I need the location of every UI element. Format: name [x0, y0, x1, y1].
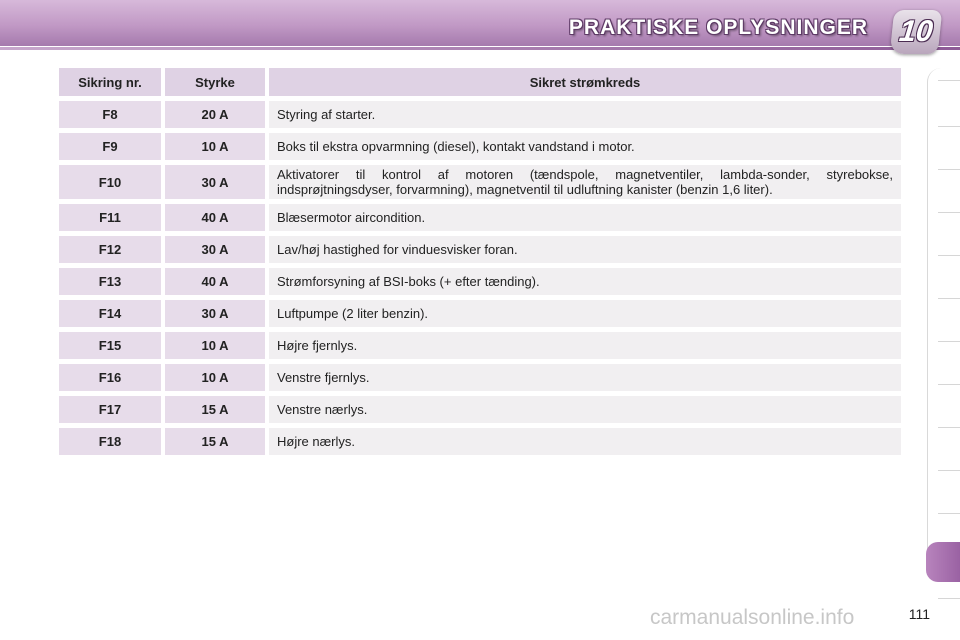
fuse-circuit: Strømforsyning af BSI-boks (+ efter tænding). [269, 268, 901, 295]
table-row [59, 101, 901, 128]
fuse-rating: 10 A [165, 364, 265, 391]
fuse-number: F15 [59, 332, 161, 359]
fuse-circuit: Højre fjernlys. [269, 332, 901, 359]
fuse-number: F14 [59, 300, 161, 327]
side-tab-divider [938, 341, 960, 342]
side-tab-divider [938, 255, 960, 256]
side-tab-divider [938, 384, 960, 385]
fuse-rating: 15 A [165, 396, 265, 423]
header-rating: Styrke [165, 68, 265, 96]
table-row [59, 133, 901, 160]
table-row [59, 165, 901, 199]
side-tab-divider [938, 169, 960, 170]
fuse-circuit: Boks til ekstra opvarmning (diesel), kontakt vandstand i motor. [269, 133, 901, 160]
fuse-rating: 30 A [165, 236, 265, 263]
table-row [59, 332, 901, 359]
side-tab-divider [938, 427, 960, 428]
side-tab-divider [938, 298, 960, 299]
table-row [59, 268, 901, 295]
fuse-number: F16 [59, 364, 161, 391]
fuse-rating: 10 A [165, 133, 265, 160]
fuse-circuit: Højre nærlys. [269, 428, 901, 455]
fuse-circuit: Blæsermotor aircondition. [269, 204, 901, 231]
fuse-number: F12 [59, 236, 161, 263]
fuse-number: F8 [59, 101, 161, 128]
fuse-number: F11 [59, 204, 161, 231]
side-tab-chapter-10[interactable] [926, 542, 960, 582]
fuse-rating: 40 A [165, 268, 265, 295]
fuse-rating: 15 A [165, 428, 265, 455]
fuse-circuit: Venstre fjernlys. [269, 364, 901, 391]
watermark: carmanualsonline.info [650, 606, 855, 629]
side-tab-divider [938, 513, 960, 514]
header-fuse-number: Sikring nr. [59, 68, 161, 96]
fuse-number: F9 [59, 133, 161, 160]
fuse-number: F10 [59, 165, 161, 199]
fuse-table [55, 63, 905, 460]
fuse-rating: 10 A [165, 332, 265, 359]
page-title: PRAKTISKE OPLYSNINGER [568, 16, 868, 39]
fuse-rating: 20 A [165, 101, 265, 128]
table-row [59, 364, 901, 391]
side-tab-divider [938, 598, 960, 599]
side-tab-divider [938, 212, 960, 213]
fuse-number: F13 [59, 268, 161, 295]
header-protected-circuit: Sikret strømkreds [269, 68, 901, 96]
fuse-circuit: Aktivatorer til kontrol af motoren (tændspole, magnetventiler, lambda-sonder, styrebokse, indsprøjtningsdyser, forvarmning), magnetventil til udluftning kanister (benzin 1,6 liter). [269, 165, 901, 199]
header-divider [0, 47, 960, 50]
fuse-rating: 30 A [165, 165, 265, 199]
table-row [59, 300, 901, 327]
fuse-rating: 30 A [165, 300, 265, 327]
fuse-circuit: Luftpumpe (2 liter benzin). [269, 300, 901, 327]
fuse-circuit: Lav/høj hastighed for vinduesvisker foran. [269, 236, 901, 263]
table-row [59, 204, 901, 231]
side-tab-divider [938, 470, 960, 471]
chapter-number: 10 [897, 15, 935, 48]
fuse-number: F17 [59, 396, 161, 423]
page-number: 111 [908, 606, 930, 622]
fuse-circuit: Styring af starter. [269, 101, 901, 128]
side-tab-divider [938, 80, 960, 81]
side-tab-divider [938, 126, 960, 127]
chapter-badge [890, 10, 943, 54]
fuse-circuit: Venstre nærlys. [269, 396, 901, 423]
fuse-number: F18 [59, 428, 161, 455]
table-row [59, 396, 901, 423]
table-header-row [59, 68, 901, 96]
table-row [59, 428, 901, 455]
side-tab-strip [927, 68, 960, 578]
table-row [59, 236, 901, 263]
fuse-rating: 40 A [165, 204, 265, 231]
